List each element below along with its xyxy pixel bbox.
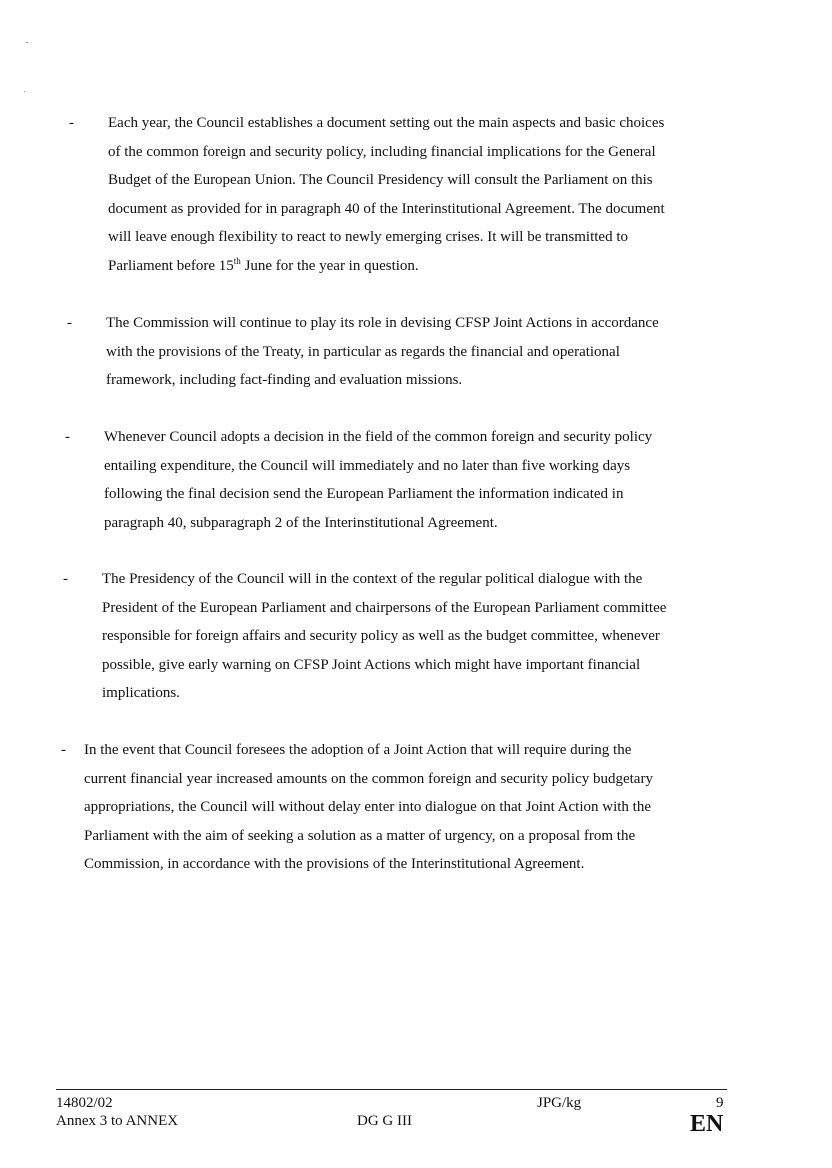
paragraph-line: with the provisions of the Treaty, in particular as regards the financial and operational <box>106 343 620 360</box>
paragraph-line: The Presidency of the Council will in the context of the regular political dialogue with the <box>102 571 643 587</box>
paragraph-line: document as provided for in paragraph 40 of the Interinstitutional Agreement. The document <box>108 200 665 217</box>
paragraph-line: In the event that Council foresees the adoption of a Joint Action that will require during the <box>84 742 632 758</box>
paragraph-line: The Commission will continue to play its role in devising CFSP Joint Actions in accordance <box>106 315 659 331</box>
ordinal-superscript: th <box>233 255 241 266</box>
paragraph-line <box>108 252 665 281</box>
paragraph-line: following the final decision send the European Parliament the information indicated in <box>104 486 624 503</box>
paragraph-line: will leave enough flexibility to react to newly emerging crises. It will be transmitted to <box>108 229 629 246</box>
text-run: June for the year in question. <box>240 257 419 274</box>
paragraph-line: entailing expenditure, the Council will immediately and no later than five working days <box>104 457 631 474</box>
text-run: Parliament before 15 <box>108 257 234 274</box>
bullet-dash: - <box>69 115 74 131</box>
footer-language: EN <box>690 1111 724 1137</box>
footer-page-number: 9 <box>716 1095 724 1111</box>
footer-initials: JPG/kg <box>537 1095 582 1111</box>
paragraph-line: appropriations, the Council will without delay enter into dialogue on that Joint Action with the <box>84 799 651 816</box>
paragraph-commission-role <box>106 309 659 395</box>
paragraph-line: Commission, in accordance with the provisions of the Interinstitutional Agreement. <box>84 856 585 873</box>
paragraph-line: framework, including fact-finding and evaluation missions. <box>106 372 463 389</box>
paragraph-annual-document <box>108 109 665 281</box>
paragraph-presidency-dialogue <box>102 565 666 708</box>
bullet-dash: - <box>65 429 70 445</box>
scan-speck <box>26 42 28 43</box>
paragraph-line: possible, give early warning on CFSP Joint Actions which might have important financial <box>102 656 641 673</box>
paragraph-line: responsible for foreign affairs and security policy as well as the budget committee, whenever <box>102 628 660 645</box>
bullet-dash: - <box>67 315 72 331</box>
paragraph-line: Whenever Council adopts a decision in the field of the common foreign and security policy <box>104 429 653 445</box>
paragraph-line: of the common foreign and security policy, including financial implications for the General <box>108 143 656 160</box>
bullet-dash: - <box>63 571 68 587</box>
paragraph-line: implications. <box>102 685 180 702</box>
scan-speck <box>24 91 25 92</box>
footer-rule <box>56 1089 727 1090</box>
paragraph-line: Each year, the Council establishes a document setting out the main aspects and basic choices <box>108 115 665 131</box>
footer-annex: Annex 3 to ANNEX <box>56 1113 179 1129</box>
paragraph-line: President of the European Parliament and chairpersons of the European Parliament committee <box>102 599 667 616</box>
footer-dg: DG G III <box>357 1113 412 1129</box>
paragraph-joint-action-funding <box>84 736 653 879</box>
paragraph-line: paragraph 40, subparagraph 2 of the Interinstitutional Agreement. <box>104 514 498 531</box>
paragraph-line: Budget of the European Union. The Council Presidency will consult the Parliament on this <box>108 172 653 189</box>
footer-doc-number: 14802/02 <box>56 1095 113 1111</box>
paragraph-line: Parliament with the aim of seeking a solution as a matter of urgency, on a proposal from the <box>84 827 636 844</box>
bullet-dash: - <box>61 742 66 758</box>
paragraph-council-decision <box>104 423 652 537</box>
paragraph-line: current financial year increased amounts on the common foreign and security policy budgetary <box>84 770 653 787</box>
